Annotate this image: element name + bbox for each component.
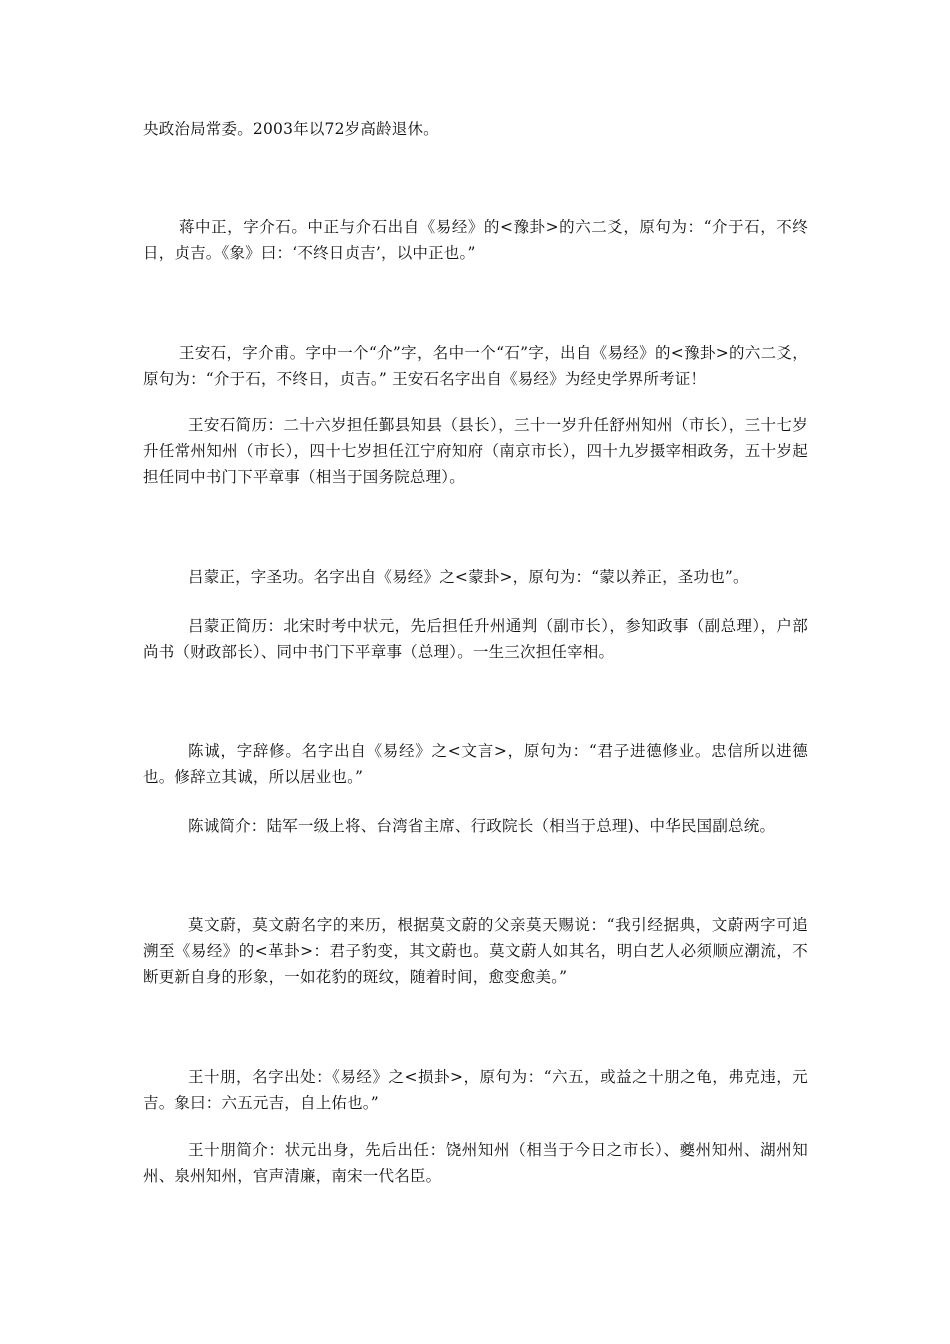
paragraph-wang-shipeng: 王十朋，名字出处：《易经》之<损卦>，原句为：“六五，或益之十朋之龟，弗克违，元吉。象曰：六五元吉，自上佑也。” bbox=[143, 1068, 808, 1112]
paragraph-mo-wenwei: 莫文蔚，莫文蔚名字的来历，根据莫文蔚的父亲莫天赐说：“我引经据典，文蔚两字可追溯至《易经》的<革卦>：君子豹变，其文蔚也。莫文蔚人如其名，明白艺人必须顺应潮流，不断更新自身的形象，一如花豹的斑纹，随着时间，愈变愈美。” bbox=[143, 916, 808, 986]
paragraph-wang-shipeng-intro: 王十朋简介：状元出身，先后出任：饶州知州（相当于今日之市长）、夔州知州、湖州知州、泉州知州，官声清廉，南宋一代名臣。 bbox=[143, 1141, 808, 1185]
paragraph-chen-cheng: 陈诚，字辞修。名字出自《易经》之<文言>，原句为：“君子进德修业。忠信所以进德也。修辞立其诚，所以居业也。” bbox=[143, 742, 808, 786]
paragraph-jiang-zhongzheng: 蒋中正，字介石。中正与介石出自《易经》的<豫卦>的六二爻，原句为：“介于石，不终日，贞吉。《象》曰：‘不终日贞吉’，以中正也。” bbox=[143, 218, 808, 262]
paragraph-chen-cheng-intro: 陈诚简介：陆军一级上将、台湾省主席、行政院长（相当于总理)、中华民国副总统。 bbox=[188, 817, 776, 835]
paragraph-wang-anshi: 王安石，字介甫。字中一个“介”字，名中一个“石”字，出自《易经》的<豫卦>的六二爻，原句为：“介于石，不终日，贞吉。” 王安石名字出自《易经》为经史学界所考证！ bbox=[143, 344, 808, 388]
paragraph-lv-mengzheng: 吕蒙正，字圣功。名字出自《易经》之<蒙卦>，原句为：“蒙以养正，圣功也”。 bbox=[188, 568, 749, 586]
paragraph-lv-mengzheng-resume: 吕蒙正简历：北宋时考中状元，先后担任升州通判（副市长），参知政事（副总理），户部尚书（财政部长）、同中书门下平章事（总理）。一生三次担任宰相。 bbox=[143, 617, 808, 661]
paragraph-retirement: 央政治局常委。2003年以72岁高龄退休。 bbox=[143, 120, 439, 138]
paragraph-wang-anshi-resume: 王安石简历：二十六岁担任鄞县知县（县长），三十一岁升任舒州知州（市长），三十七岁升任常州知州（市长），四十七岁担任江宁府知府（南京市长），四十九岁摄宰相政务，五十岁起担任同中书门下平章事（相当于国务院总理）。 bbox=[143, 416, 808, 486]
